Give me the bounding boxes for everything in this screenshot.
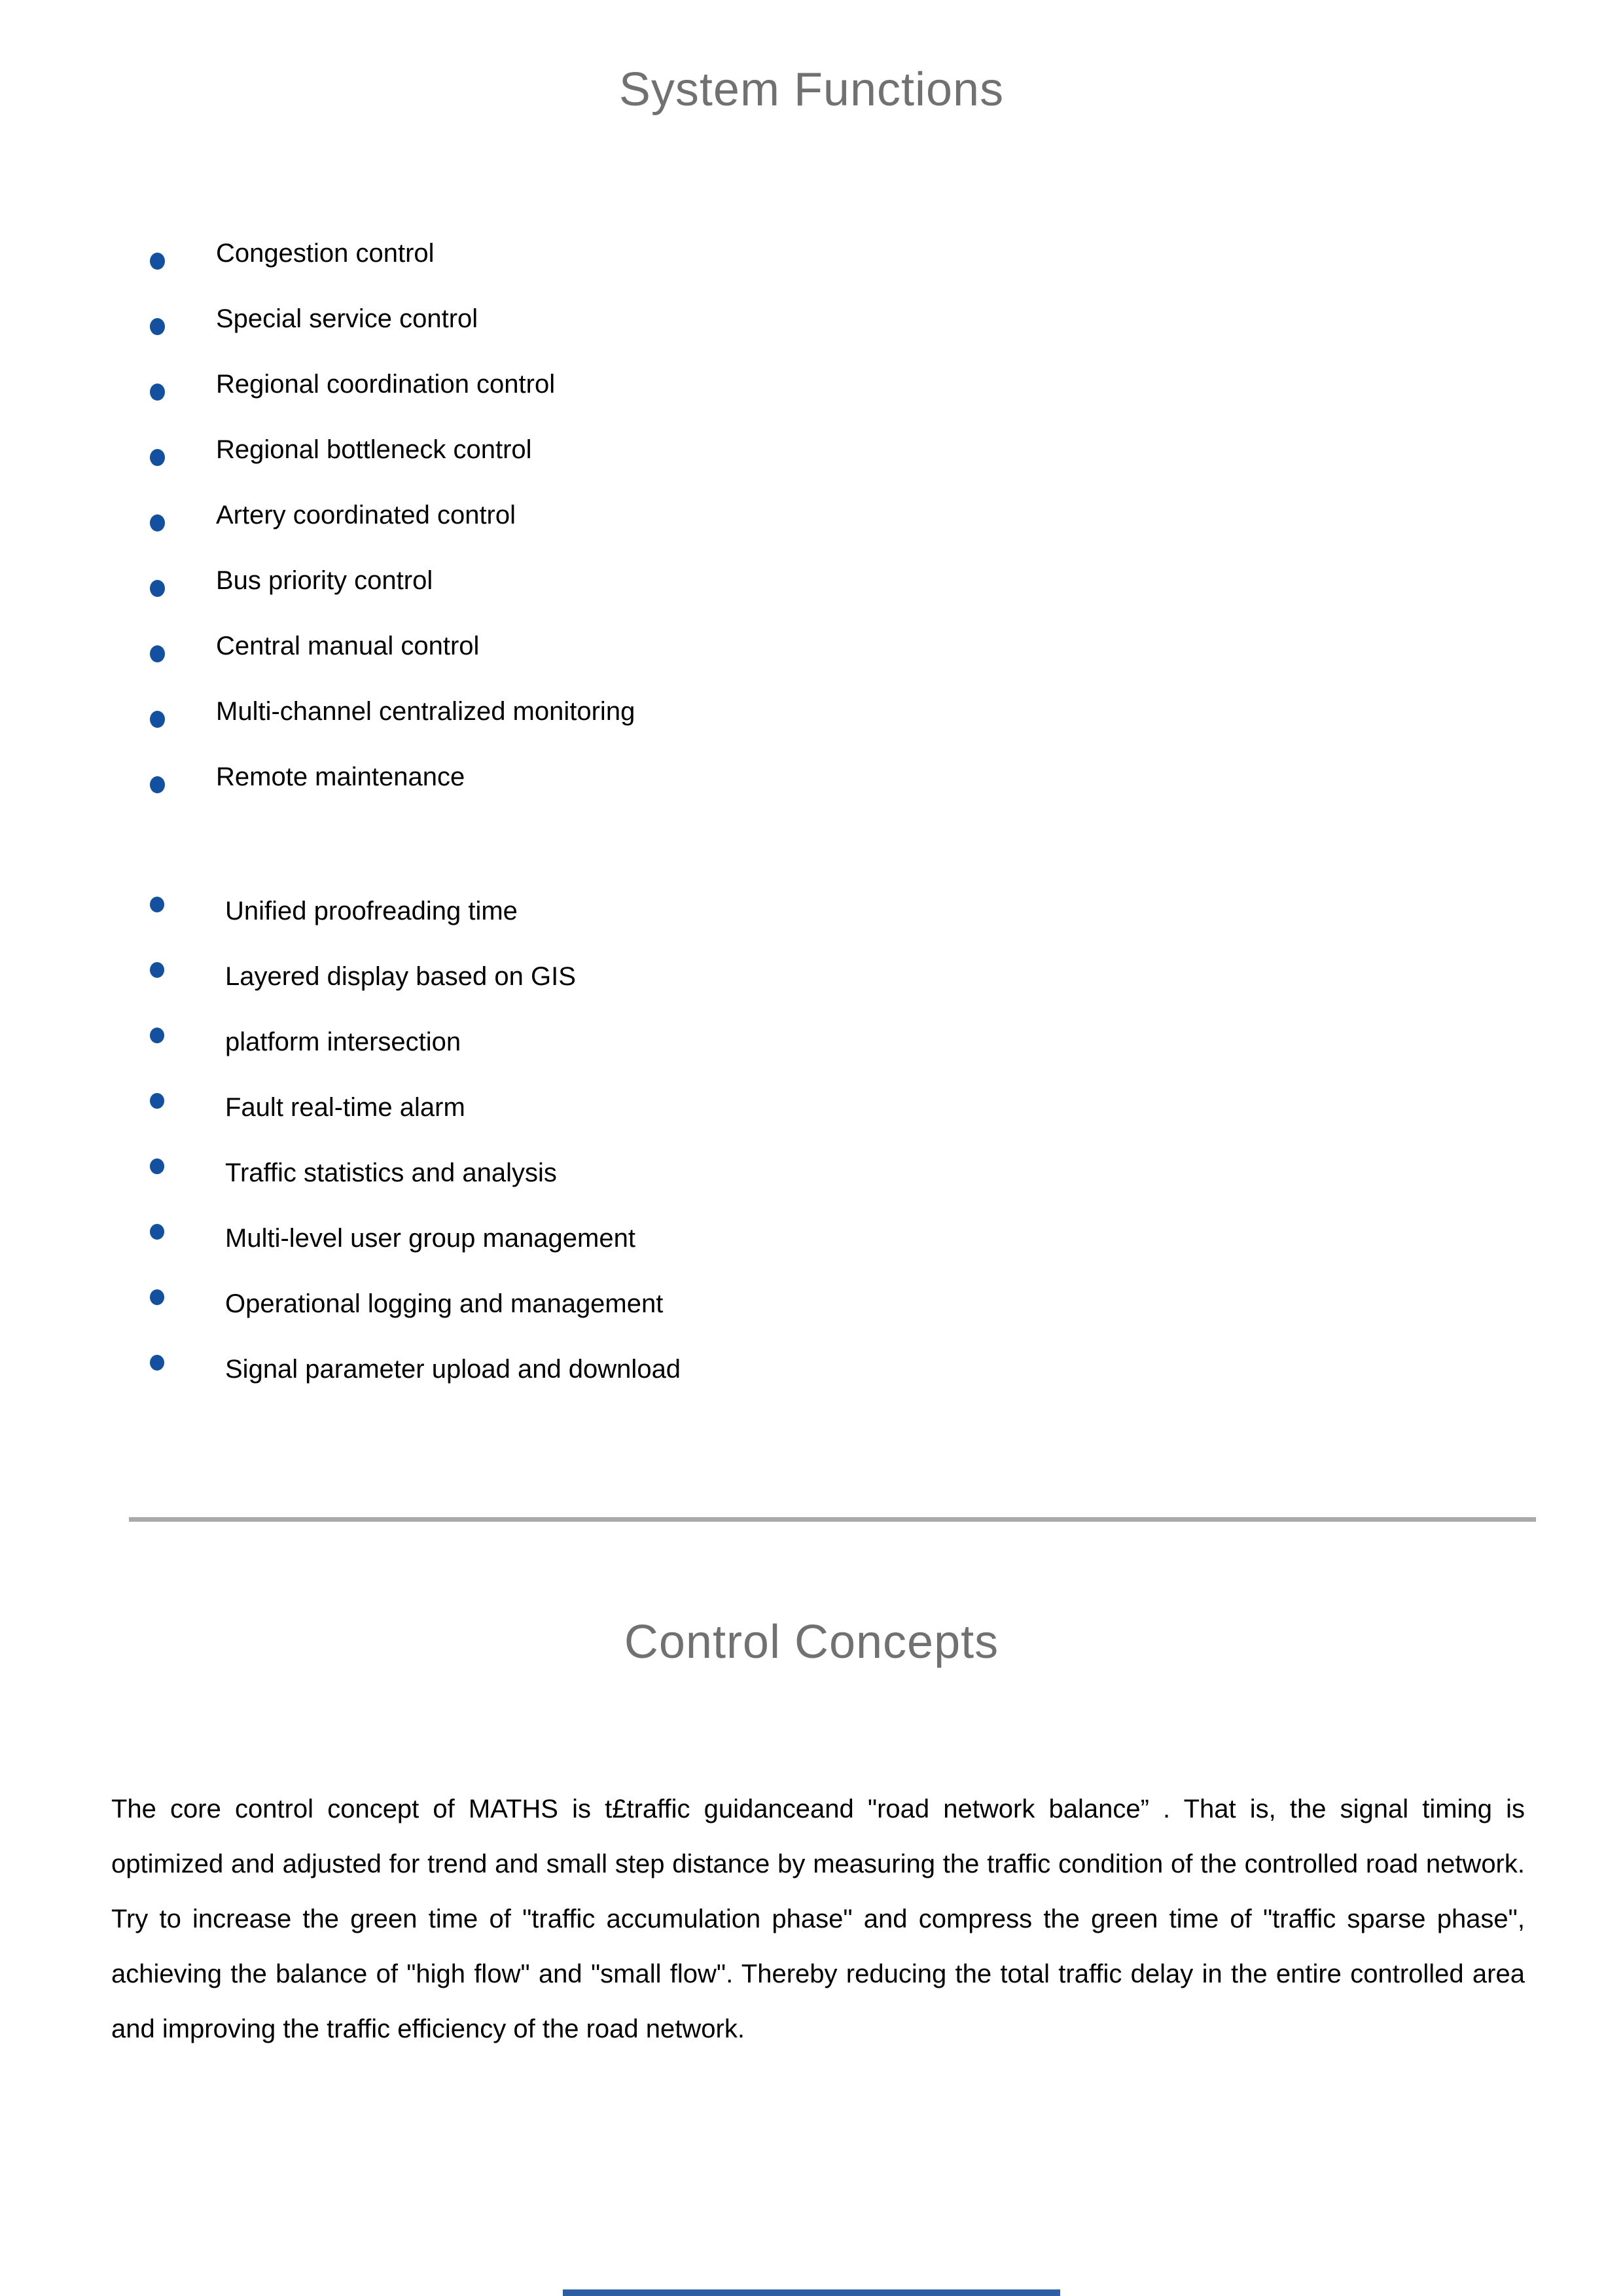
list-item-label: Bus priority control — [216, 565, 433, 595]
list-item — [0, 679, 1623, 744]
list-item-label: Artery coordinated control — [216, 500, 516, 529]
system-functions-list-secondary — [0, 878, 1623, 1402]
footer-accent-bar — [563, 2289, 1060, 2296]
bullet-icon — [150, 1289, 164, 1305]
list-item — [0, 286, 1623, 351]
list-item — [0, 1206, 1623, 1271]
list-item — [0, 482, 1623, 548]
list-item-label: Regional bottleneck control — [216, 435, 532, 464]
list-item-label: Central manual control — [216, 631, 480, 660]
control-concepts-paragraph: The core control concept of MATHS is t£traffic guidanceand "road network balance” . That is, the signal timing is optimized and adjusted for trend and small step distance by measuring the traffic condition of the controlled road network. Try to increase the green time of "traffic accumulation phase" and compress the green time of "traffic sparse phase", achieving the balance of "high flow" and "small flow". Thereby reducing the total traffic delay in the entire controlled area and improving the traffic efficiency of the road network. — [111, 1795, 1525, 2043]
list-item-label: Unified proofreading time — [225, 896, 518, 925]
list-item-label: Special service control — [216, 304, 478, 333]
list-item — [0, 548, 1623, 613]
bullet-icon — [150, 449, 165, 466]
bullet-icon — [150, 897, 164, 912]
list-item-label: Multi-level user group management — [225, 1223, 635, 1253]
bullet-icon — [150, 645, 165, 662]
list-item — [0, 1336, 1623, 1402]
bullet-icon — [150, 1355, 164, 1371]
list-item — [0, 744, 1623, 810]
list-item — [0, 1271, 1623, 1336]
bullet-icon — [150, 1028, 164, 1043]
list-item-label: Remote maintenance — [216, 762, 465, 791]
section-divider — [129, 1517, 1536, 1522]
list-item — [0, 351, 1623, 417]
bullet-icon — [150, 580, 165, 597]
bullet-icon — [150, 1093, 164, 1109]
list-item-label: Fault real-time alarm — [225, 1092, 465, 1122]
list-item-label: platform intersection — [225, 1027, 461, 1056]
list-item-label: Operational logging and management — [225, 1289, 664, 1318]
list-item — [0, 1140, 1623, 1206]
bullet-icon — [150, 384, 165, 401]
list-item — [0, 417, 1623, 482]
list-item-label: Signal parameter upload and download — [225, 1354, 681, 1384]
system-functions-list-primary — [0, 221, 1623, 810]
bullet-icon — [150, 514, 165, 531]
bullet-icon — [150, 962, 164, 978]
list-item — [0, 944, 1623, 1009]
bullet-icon — [150, 711, 165, 728]
list-item — [0, 1075, 1623, 1140]
list-item-label: Congestion control — [216, 238, 435, 268]
page-title-system-functions: System Functions — [618, 63, 1005, 116]
list-item-label: Regional coordination control — [216, 369, 556, 399]
list-item — [0, 1009, 1623, 1075]
bullet-icon — [150, 318, 165, 335]
page-title-control-concepts: Control Concepts — [624, 1616, 999, 1668]
bullet-icon — [150, 776, 165, 793]
bullet-icon — [150, 1158, 164, 1174]
bullet-icon — [150, 253, 165, 270]
bullet-icon — [150, 1224, 164, 1240]
list-item-label: Traffic statistics and analysis — [225, 1158, 557, 1187]
list-item — [0, 878, 1623, 944]
list-item — [0, 613, 1623, 679]
list-item-label: Multi-channel centralized monitoring — [216, 696, 635, 726]
list-item-label: Layered display based on GIS — [225, 961, 576, 991]
list-item — [0, 221, 1623, 286]
